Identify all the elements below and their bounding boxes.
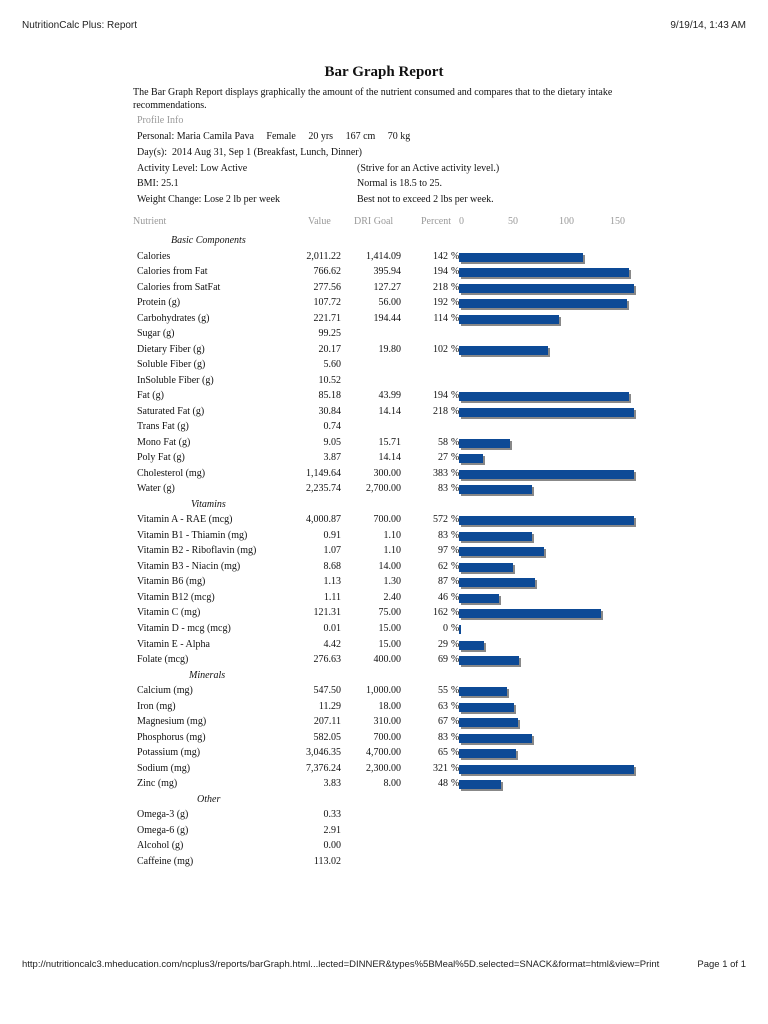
section-heading: Minerals [189, 670, 226, 681]
nutrient-name: Vitamin B2 - Riboflavin (mg) [137, 545, 257, 556]
nutrient-row [0, 592, 768, 608]
nutrient-percent: 58 [438, 437, 448, 448]
nutrient-value: 30.84 [318, 406, 341, 417]
nutrient-value: 0.00 [323, 840, 341, 851]
nutrient-value: 0.01 [323, 623, 341, 634]
nutrient-row [0, 639, 768, 655]
nutrient-percent: 97 [438, 545, 448, 556]
nutrient-name: Vitamin B1 - Thiamin (mg) [137, 530, 248, 541]
nutrient-value: 8.68 [323, 561, 341, 572]
nutrient-value: 7,376.24 [306, 763, 341, 774]
nutrient-value: 207.11 [313, 716, 341, 727]
nutrient-percent: 62 [438, 561, 448, 572]
nutrient-value: 121.31 [313, 607, 341, 618]
percent-sign: % [451, 639, 460, 650]
profile-days: Day(s): 2014 Aug 31, Sep 1 (Breakfast, Lunch, Dinner) [137, 147, 362, 158]
nutrient-name: Omega-6 (g) [137, 825, 189, 836]
nutrient-row [0, 514, 768, 530]
profile-weight-note: Best not to exceed 2 lbs per week. [357, 194, 494, 205]
column-header-nutrient: Nutrient [133, 216, 167, 227]
profile-activity: Activity Level: Low Active [137, 163, 248, 174]
percent-sign: % [451, 468, 460, 479]
percent-sign: % [451, 732, 460, 743]
percent-sign: % [451, 763, 460, 774]
nutrient-row [0, 607, 768, 623]
nutrient-name: Calories [137, 251, 171, 262]
nutrient-name: Folate (mcg) [137, 654, 189, 665]
nutrient-dri-goal: 8.00 [383, 778, 401, 789]
profile-weight-change: Weight Change: Lose 2 lb per week [137, 194, 281, 205]
nutrient-dri-goal: 700.00 [373, 732, 401, 743]
nutrient-dri-goal: 400.00 [373, 654, 401, 665]
percent-sign: % [451, 701, 460, 712]
nutrient-value: 2,011.22 [306, 251, 341, 262]
nutrient-dri-goal: 395.94 [373, 266, 401, 277]
nutrient-dri-goal: 194.44 [373, 313, 401, 324]
nutrient-name: Water (g) [137, 483, 175, 494]
percent-sign: % [451, 406, 460, 417]
nutrient-name: Vitamin D - mcg (mcg) [137, 623, 231, 634]
nutrient-name: Trans Fat (g) [137, 421, 189, 432]
nutrient-name: Alcohol (g) [137, 840, 184, 851]
percent-sign: % [451, 592, 460, 603]
nutrient-row [0, 297, 768, 313]
nutrient-percent: 29 [438, 639, 448, 650]
nutrient-value: 1.11 [323, 592, 341, 603]
nutrient-percent: 102 [433, 344, 448, 355]
nutrient-value: 3,046.35 [306, 747, 341, 758]
nutrient-percent: 83 [438, 732, 448, 743]
nutrient-name: Dietary Fiber (g) [137, 344, 205, 355]
nutrient-row [0, 747, 768, 763]
nutrient-row [0, 732, 768, 748]
nutrient-value: 0.33 [323, 809, 341, 820]
nutrient-row [0, 437, 768, 453]
browser-print-footer [22, 959, 746, 975]
section-heading: Other [197, 794, 221, 805]
nutrient-row [0, 421, 768, 437]
nutrient-name: Calcium (mg) [137, 685, 193, 696]
nutrient-name: Vitamin C (mg) [137, 607, 201, 618]
nutrient-row [0, 545, 768, 561]
nutrient-value: 582.05 [313, 732, 341, 743]
nutrient-name: Iron (mg) [137, 701, 176, 712]
percent-bar [459, 485, 532, 494]
nutrient-dri-goal: 300.00 [373, 468, 401, 479]
percent-sign: % [451, 545, 460, 556]
nutrient-dri-goal: 2,700.00 [366, 483, 401, 494]
nutrient-row [0, 468, 768, 484]
page-footer-page-number: Page 1 of 1 [697, 959, 746, 970]
nutrient-percent: 572 [433, 514, 448, 525]
nutrient-row [0, 452, 768, 468]
nutrient-percent: 192 [433, 297, 448, 308]
percent-sign: % [451, 251, 460, 262]
nutrient-value: 113.02 [313, 856, 341, 867]
nutrient-row [0, 390, 768, 406]
nutrient-percent: 69 [438, 654, 448, 665]
percent-bar [459, 392, 629, 401]
nutrient-name: Vitamin B12 (mcg) [137, 592, 215, 603]
percent-sign: % [451, 654, 460, 665]
nutrient-dri-goal: 43.99 [378, 390, 401, 401]
percent-sign: % [451, 530, 460, 541]
nutrient-percent: 194 [433, 266, 448, 277]
nutrient-percent: 27 [438, 452, 448, 463]
percent-bar [459, 470, 634, 479]
nutrient-dri-goal: 700.00 [373, 514, 401, 525]
percent-bar [459, 578, 535, 587]
percent-sign: % [451, 576, 460, 587]
nutrient-dri-goal: 310.00 [373, 716, 401, 727]
nutrient-percent: 162 [433, 607, 448, 618]
nutrient-value: 85.18 [318, 390, 341, 401]
percent-sign: % [451, 716, 460, 727]
nutrient-row [0, 623, 768, 639]
nutrient-value: 4,000.87 [306, 514, 341, 525]
percent-bar [459, 703, 514, 712]
percent-bar [459, 749, 516, 758]
nutrient-name: Vitamin B6 (mg) [137, 576, 206, 587]
nutrient-value: 0.91 [323, 530, 341, 541]
nutrient-dri-goal: 14.14 [378, 406, 401, 417]
nutrient-dri-goal: 14.00 [378, 561, 401, 572]
percent-bar [459, 765, 634, 774]
percent-bar [459, 408, 634, 417]
percent-sign: % [451, 266, 460, 277]
nutrient-value: 2,235.74 [306, 483, 341, 494]
nutrient-row [0, 251, 768, 267]
percent-bar [459, 454, 483, 463]
nutrient-name: Calories from SatFat [137, 282, 221, 293]
nutrient-name: Sugar (g) [137, 328, 175, 339]
nutrient-row [0, 406, 768, 422]
nutrient-value: 2.91 [323, 825, 341, 836]
percent-sign: % [451, 685, 460, 696]
nutrient-row [0, 266, 768, 282]
nutrient-name: Sodium (mg) [137, 763, 191, 774]
nutrient-name: Soluble Fiber (g) [137, 359, 206, 370]
nutrient-value: 11.29 [318, 701, 341, 712]
nutrient-percent: 83 [438, 530, 448, 541]
browser-print-header [22, 20, 746, 36]
nutrient-value: 107.72 [313, 297, 341, 308]
nutrient-value: 3.83 [323, 778, 341, 789]
percent-bar [459, 439, 510, 448]
percent-bar [459, 299, 627, 308]
nutrient-value: 20.17 [318, 344, 341, 355]
profile-bmi: BMI: 25.1 [137, 178, 179, 189]
nutrient-dri-goal: 15.00 [378, 623, 401, 634]
nutrient-name: Cholesterol (mg) [137, 468, 206, 479]
nutrient-percent: 321 [433, 763, 448, 774]
page-footer-url: http://nutritioncalc3.mheducation.com/ncplus3/reports/barGraph.html...lected=DINNER&types%5BMeal%5D.selected=SNACK&format=html&view=Print [22, 959, 660, 970]
percent-sign: % [451, 390, 460, 401]
nutrient-name: Mono Fat (g) [137, 437, 191, 448]
nutrient-dri-goal: 127.27 [373, 282, 401, 293]
page-header-title: NutritionCalc Plus: Report [22, 20, 138, 31]
nutrient-value: 547.50 [313, 685, 341, 696]
percent-bar [459, 563, 513, 572]
nutrient-name: Vitamin B3 - Niacin (mg) [137, 561, 241, 572]
nutrient-dri-goal: 18.00 [378, 701, 401, 712]
profile-activity-note: (Strive for an Active activity level.) [357, 163, 500, 174]
percent-sign: % [451, 607, 460, 618]
nutrient-row [0, 576, 768, 592]
percent-bar [459, 594, 499, 603]
nutrient-percent: 114 [433, 313, 448, 324]
percent-bar [459, 532, 532, 541]
nutrient-dri-goal: 4,700.00 [366, 747, 401, 758]
nutrient-name: Protein (g) [137, 297, 181, 308]
nutrient-percent: 83 [438, 483, 448, 494]
report-title: Bar Graph Report [324, 64, 444, 80]
percent-sign: % [451, 561, 460, 572]
nutrient-dri-goal: 1.10 [383, 530, 401, 541]
column-header-value: Value [308, 216, 331, 227]
nutrient-value: 3.87 [323, 452, 341, 463]
column-header-percent: Percent [421, 216, 451, 227]
nutrient-percent: 87 [438, 576, 448, 587]
nutrient-name: Magnesium (mg) [137, 716, 207, 727]
nutrient-name: Omega-3 (g) [137, 809, 189, 820]
scale-tick-0: 0 [459, 216, 464, 227]
nutrient-value: 277.56 [313, 282, 341, 293]
nutrient-dri-goal: 15.00 [378, 639, 401, 650]
nutrient-dri-goal: 1.10 [383, 545, 401, 556]
percent-bar [459, 780, 501, 789]
nutrient-row [0, 530, 768, 546]
nutrient-row [0, 328, 768, 344]
nutrient-row [0, 654, 768, 670]
percent-bar [459, 641, 484, 650]
nutrient-percent: 194 [433, 390, 448, 401]
nutrient-value: 276.63 [313, 654, 341, 665]
nutrient-percent: 0 [443, 623, 448, 634]
nutrient-dri-goal: 1,000.00 [366, 685, 401, 696]
percent-bar [459, 315, 559, 324]
nutrient-percent: 48 [438, 778, 448, 789]
nutrient-percent: 142 [433, 251, 448, 262]
nutrient-row [0, 561, 768, 577]
nutrient-name: Caffeine (mg) [137, 856, 194, 867]
nutrient-value: 10.52 [318, 375, 341, 386]
scale-tick-100: 100 [559, 216, 574, 227]
nutrient-row [0, 763, 768, 779]
nutrient-dri-goal: 2.40 [383, 592, 401, 603]
nutrient-row [0, 313, 768, 329]
percent-sign: % [451, 747, 460, 758]
nutrient-row [0, 701, 768, 717]
percent-bar [459, 656, 519, 665]
nutrient-percent: 383 [433, 468, 448, 479]
section-heading: Basic Components [171, 235, 246, 246]
nutrient-value: 1.13 [323, 576, 341, 587]
percent-bar [459, 253, 583, 262]
percent-sign: % [451, 437, 460, 448]
nutrient-row [0, 359, 768, 375]
profile-personal: Personal: Maria Camila Pava Female 20 yrs 167 cm 70 kg [137, 131, 411, 142]
nutrient-value: 1,149.64 [306, 468, 341, 479]
percent-sign: % [451, 313, 460, 324]
nutrient-percent: 55 [438, 685, 448, 696]
percent-bar [459, 346, 548, 355]
nutrient-row [0, 825, 768, 841]
nutrient-name: Potassium (mg) [137, 747, 201, 758]
nutrient-row [0, 344, 768, 360]
nutrient-dri-goal: 1.30 [383, 576, 401, 587]
nutrient-value: 221.71 [313, 313, 341, 324]
percent-bar [459, 718, 518, 727]
nutrient-value: 4.42 [323, 639, 341, 650]
nutrient-value: 0.74 [323, 421, 341, 432]
percent-bar [459, 547, 544, 556]
percent-bar [459, 734, 532, 743]
nutrient-row [0, 375, 768, 391]
nutrient-dri-goal: 14.14 [378, 452, 401, 463]
percent-sign: % [451, 452, 460, 463]
percent-bar [459, 625, 461, 634]
nutrient-row [0, 282, 768, 298]
nutrient-dri-goal: 15.71 [378, 437, 401, 448]
percent-sign: % [451, 282, 460, 293]
nutrient-percent: 218 [433, 282, 448, 293]
nutrient-name: Phosphorus (mg) [137, 732, 206, 743]
nutrient-name: Vitamin A - RAE (mcg) [137, 514, 233, 525]
nutrient-row [0, 840, 768, 856]
percent-sign: % [451, 297, 460, 308]
section-heading: Vitamins [191, 499, 226, 510]
nutrient-dri-goal: 2,300.00 [366, 763, 401, 774]
nutrient-percent: 46 [438, 592, 448, 603]
scale-tick-150: 150 [610, 216, 625, 227]
nutrient-dri-goal: 56.00 [378, 297, 401, 308]
nutrient-row [0, 685, 768, 701]
nutrient-name: Calories from Fat [137, 266, 208, 277]
nutrient-percent: 65 [438, 747, 448, 758]
nutrient-name: Poly Fat (g) [137, 452, 185, 463]
report-description: The Bar Graph Report displays graphically the amount of the nutrient consumed and compares that to the dietary intake recommendations. [133, 87, 613, 111]
nutrient-percent: 63 [438, 701, 448, 712]
percent-bar [459, 609, 601, 618]
percent-bar [459, 268, 629, 277]
scale-tick-50: 50 [508, 216, 518, 227]
nutrient-value: 1.07 [323, 545, 341, 556]
nutrient-dri-goal: 75.00 [378, 607, 401, 618]
profile-bmi-note: Normal is 18.5 to 25. [357, 178, 442, 189]
nutrient-row [0, 716, 768, 732]
nutrient-value: 766.62 [313, 266, 341, 277]
nutrient-dri-goal: 19.80 [378, 344, 401, 355]
nutrient-dri-goal: 1,414.09 [366, 251, 401, 262]
nutrient-name: InSoluble Fiber (g) [137, 375, 214, 386]
percent-bar [459, 284, 634, 293]
profile-info-title: Profile Info [137, 115, 184, 126]
nutrient-percent: 218 [433, 406, 448, 417]
percent-sign: % [451, 483, 460, 494]
nutrient-name: Carbohydrates (g) [137, 313, 210, 324]
nutrient-row [0, 778, 768, 794]
nutrient-name: Fat (g) [137, 390, 164, 401]
percent-sign: % [451, 623, 460, 634]
nutrient-name: Saturated Fat (g) [137, 406, 205, 417]
percent-sign: % [451, 778, 460, 789]
percent-bar [459, 687, 507, 696]
page-header-datetime: 9/19/14, 1:43 AM [670, 20, 746, 31]
nutrient-name: Zinc (mg) [137, 778, 178, 789]
nutrient-row [0, 809, 768, 825]
percent-sign: % [451, 514, 460, 525]
nutrient-name: Vitamin E - Alpha [137, 639, 210, 650]
column-header-goal: DRI Goal [354, 216, 394, 227]
nutrient-value: 5.60 [323, 359, 341, 370]
nutrient-value: 9.05 [323, 437, 341, 448]
nutrient-percent: 67 [438, 716, 448, 727]
nutrient-row [0, 483, 768, 499]
percent-bar [459, 516, 634, 525]
percent-sign: % [451, 344, 460, 355]
nutrient-row [0, 856, 768, 872]
nutrient-value: 99.25 [318, 328, 341, 339]
